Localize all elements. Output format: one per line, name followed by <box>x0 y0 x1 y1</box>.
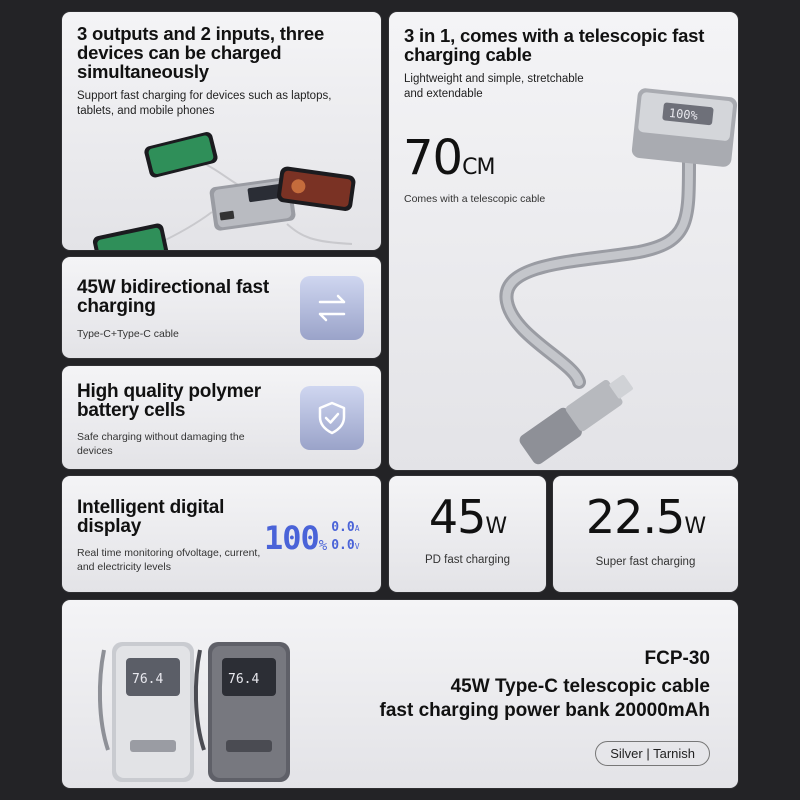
product-line1: 45W Type-C telescopic cable <box>450 676 710 697</box>
cable-length-desc: Comes with a telescopic cable <box>404 193 546 205</box>
cable-card <box>389 12 738 470</box>
pd-desc: PD fast charging <box>424 554 510 566</box>
readout-percent-sign: % <box>318 538 328 554</box>
cable-device-screen: 100% <box>668 105 699 123</box>
digital-readout <box>264 518 360 557</box>
pd-unit: W <box>485 514 507 539</box>
battery-desc: Safe charging without damaging the devices <box>77 431 245 457</box>
readout-percent: 100 <box>264 519 319 557</box>
super-unit: W <box>684 514 706 539</box>
readout-voltage-unit: V <box>354 542 360 551</box>
cable-length-value: 70 <box>403 130 463 186</box>
bidirectional-card <box>62 257 381 358</box>
cable-title: 3 in 1, comes with a telescopic fast charging cable <box>404 25 705 65</box>
power-banks-illustration <box>82 600 312 788</box>
arrows-exchange-icon <box>300 276 364 340</box>
super-value: 22.5 <box>585 490 685 544</box>
display-desc: Real time monitoring ofvoltage, current, and electricity levels <box>77 547 261 573</box>
outputs-card <box>62 12 381 250</box>
battery-card <box>62 366 381 469</box>
cable-desc: Lightweight and simple, stretchable and extendable <box>404 73 584 100</box>
readout-voltage: 0.0 <box>331 538 355 553</box>
readout-current-unit: A <box>354 524 360 533</box>
pd-value: 45 <box>428 490 486 544</box>
devices-illustration <box>62 12 381 250</box>
tarnish-screen-text: 76.4 <box>228 672 260 687</box>
battery-title: High quality polymer battery cells <box>77 381 261 421</box>
cable-length-unit: CM <box>462 155 495 180</box>
display-card <box>62 476 381 592</box>
display-title: Intelligent digital display <box>77 497 225 537</box>
readout-current: 0.0 <box>331 520 355 535</box>
pd-card <box>389 476 546 592</box>
telescopic-cable-illustration <box>389 12 738 470</box>
product-model: FCP-30 <box>644 648 710 669</box>
outputs-desc: Support fast charging for devices such as laptops, tablets, and mobile phones <box>77 90 332 117</box>
product-line2: fast charging power bank 20000mAh <box>379 700 710 721</box>
outputs-title: 3 outputs and 2 inputs, three devices can be charged simultaneously <box>77 23 325 82</box>
color-options-pill: Silver | Tarnish <box>595 741 710 766</box>
super-card <box>553 476 738 592</box>
product-card <box>62 600 738 788</box>
bidirectional-desc: Type-C+Type-C cable <box>77 328 179 340</box>
super-desc: Super fast charging <box>595 556 696 568</box>
bidirectional-title: 45W bidirectional fast charging <box>77 277 269 317</box>
shield-check-icon <box>300 386 364 450</box>
silver-screen-text: 76.4 <box>132 672 164 687</box>
